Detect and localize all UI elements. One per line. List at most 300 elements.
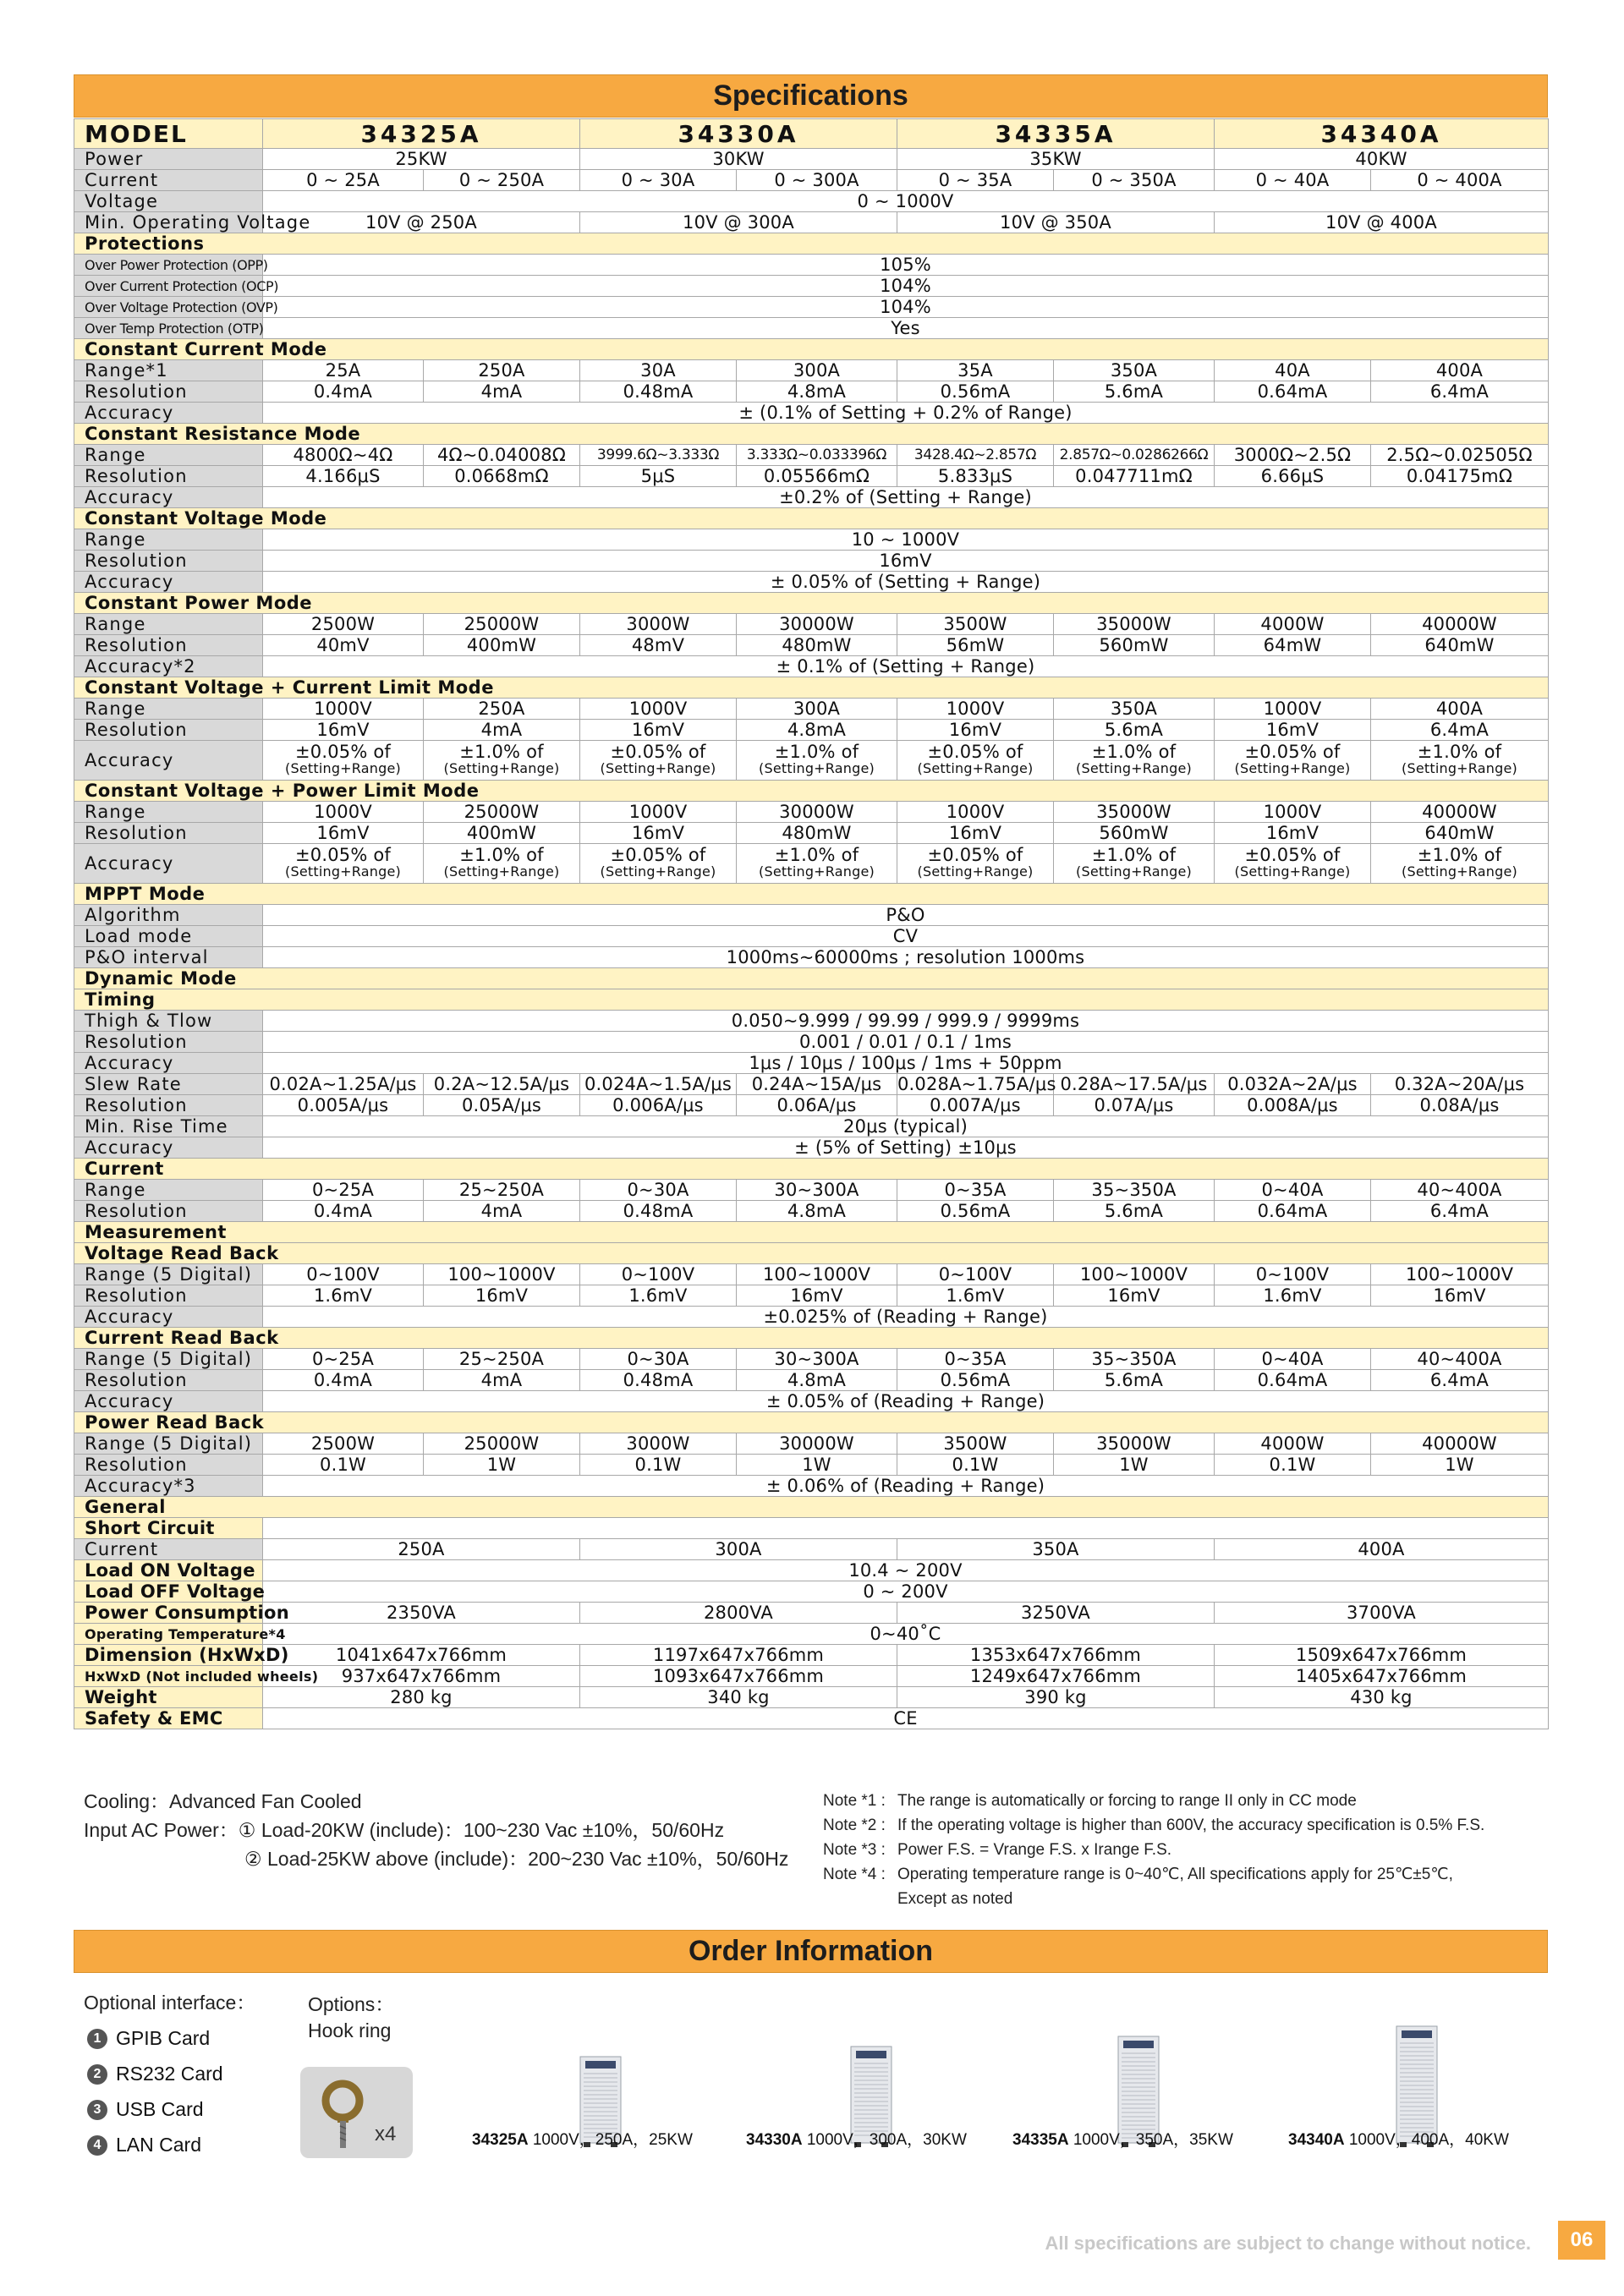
spec-table-wrap: [74, 118, 1548, 1729]
section-title: Constant Resistance Mode: [74, 424, 1549, 445]
accuracy-value: ±1.0% of: [1091, 742, 1177, 762]
spec-row: [74, 1201, 1549, 1222]
spec-cell: 1000V: [897, 802, 1054, 823]
spec-cell: 0~25A: [263, 1349, 424, 1370]
spec-cell: 400mW: [424, 823, 580, 844]
row-label: Min. Operating Voltage: [74, 212, 263, 233]
spec-cell: 4mA: [424, 1201, 580, 1222]
spec-cell: 3250VA: [897, 1603, 1215, 1624]
accuracy-value: ±0.05% of: [927, 742, 1023, 762]
spec-cell: 0~100V: [263, 1264, 424, 1285]
spec-cell: 0~30A: [580, 1349, 737, 1370]
row-label: Accuracy: [74, 741, 263, 781]
product-spec: 1000V，350A，35KW: [1068, 2131, 1233, 2149]
row-label: Resolution: [74, 1455, 263, 1476]
row-label: Accuracy: [74, 844, 263, 884]
spec-cell: 1353x647x766mm: [897, 1645, 1215, 1666]
spec-cell: ± (0.1% of Setting + 0.2% of Range): [263, 403, 1549, 424]
spec-cell: 0.007A/μs: [897, 1095, 1054, 1116]
spec-row: [74, 487, 1549, 508]
spec-row: [74, 1476, 1549, 1497]
order-information-title: Order Information: [688, 1935, 934, 1967]
spec-cell: 20μs (typical): [263, 1116, 1549, 1137]
spec-row: [74, 381, 1549, 403]
spec-row: [74, 318, 1549, 339]
spec-cell: 30A: [580, 360, 737, 381]
section-header-row: [74, 884, 1549, 905]
product-model: 34325A: [472, 2131, 529, 2149]
row-label: Power Consumption: [74, 1603, 263, 1624]
accuracy-value: ±1.0% of: [459, 742, 544, 762]
spec-cell: 0~100V: [897, 1264, 1054, 1285]
spec-cell: 30000W: [737, 614, 897, 635]
spec-row: [74, 656, 1549, 677]
spec-cell: 4.8mA: [737, 720, 897, 741]
accuracy-basis: (Setting+Range): [759, 863, 875, 879]
spec-cell: 0.05566mΩ: [737, 466, 897, 487]
interface-card-item: [87, 2134, 201, 2156]
spec-cell: 0~30A: [580, 1180, 737, 1201]
model-name: 34325A: [263, 119, 580, 149]
spec-cell: 1197x647x766mm: [580, 1645, 897, 1666]
spec-cell: 0.2A~12.5A/μs: [424, 1074, 580, 1095]
spec-cell: 4mA: [424, 720, 580, 741]
specifications-title: Specifications: [713, 79, 908, 112]
accuracy-value: ±1.0% of: [459, 845, 544, 865]
spec-row: [74, 445, 1549, 466]
spec-cell: 300A: [737, 360, 897, 381]
spec-row: [74, 255, 1549, 276]
section-title: Protections: [74, 233, 1549, 255]
spec-row: [74, 1137, 1549, 1159]
spec-cell: ± 0.05% of (Reading + Range): [263, 1391, 1549, 1412]
spec-row: [74, 1116, 1549, 1137]
spec-cell: 16mV: [737, 1285, 897, 1307]
spec-cell: 40000W: [1371, 1433, 1549, 1455]
section-header-row: [74, 1243, 1549, 1264]
hook-ring-label: Hook ring: [308, 2019, 392, 2041]
row-label: Resolution: [74, 1095, 263, 1116]
spec-cell: 640mW: [1371, 635, 1549, 656]
spec-cell: 0.07A/μs: [1054, 1095, 1215, 1116]
spec-cell: 16mV: [263, 823, 424, 844]
spec-cell: 104%: [263, 276, 1549, 297]
spec-row: [74, 276, 1549, 297]
card-number-badge: 1: [87, 2029, 107, 2049]
spec-row: [74, 1708, 1549, 1729]
accuracy-basis: (Setting+Range): [759, 760, 875, 776]
card-label: USB Card: [116, 2098, 204, 2120]
spec-cell: 25000W: [424, 1433, 580, 1455]
spec-row: [74, 191, 1549, 212]
spec-row: [74, 1433, 1549, 1455]
row-label: Accuracy: [74, 403, 263, 424]
product-spec: 1000V，250A，25KW: [528, 2131, 693, 2149]
spec-cell: 35A: [897, 360, 1054, 381]
spec-cell: 1.6mV: [263, 1285, 424, 1307]
note-text: Operating temperature range is 0~40℃, All specifications apply for 25℃±5℃,: [897, 1866, 1453, 1883]
row-label: Dimension (HxWxD): [74, 1645, 263, 1666]
spec-cell: 5.6mA: [1054, 720, 1215, 741]
spec-cell: 40~400A: [1371, 1349, 1549, 1370]
row-label: Accuracy: [74, 572, 263, 593]
spec-cell: 16mV: [263, 551, 1549, 572]
spec-row: [74, 1285, 1549, 1307]
spec-row: [74, 403, 1549, 424]
spec-cell: [1215, 741, 1371, 781]
row-label: Resolution: [74, 823, 263, 844]
spec-cell: [580, 844, 737, 884]
section-header-row: [74, 424, 1549, 445]
page-number: 06: [1558, 2221, 1605, 2260]
card-label: GPIB Card: [116, 2027, 211, 2049]
spec-cell: CV: [263, 926, 1549, 947]
spec-cell: 4000W: [1215, 1433, 1371, 1455]
spec-cell: 100~1000V: [1371, 1264, 1549, 1285]
spec-cell: 35~350A: [1054, 1180, 1215, 1201]
spec-row: [74, 212, 1549, 233]
interface-card-item: [87, 2027, 210, 2050]
row-label: Resolution: [74, 1032, 263, 1053]
spec-cell: 937x647x766mm: [263, 1666, 580, 1687]
product-caption: [1012, 2127, 1233, 2150]
accuracy-basis: (Setting+Range): [600, 760, 716, 776]
row-label: Over Current Protection (OCP): [74, 276, 263, 297]
accuracy-basis: (Setting+Range): [1402, 760, 1517, 776]
spec-cell: 0 ~ 350A: [1054, 170, 1215, 191]
note-text: If the operating voltage is higher than 600V, the accuracy specification is 0.5% F.S.: [897, 1817, 1485, 1834]
spec-cell: 30000W: [737, 802, 897, 823]
spec-cell: 25~250A: [424, 1349, 580, 1370]
spec-cell: 0.48mA: [580, 1201, 737, 1222]
optional-interface-label: Optional interface：: [84, 1992, 256, 2014]
spec-cell: 4.8mA: [737, 1201, 897, 1222]
spec-cell: 10 ~ 1000V: [263, 529, 1549, 551]
spec-cell: 0 ~ 250A: [424, 170, 580, 191]
spec-cell: 0.02A~1.25A/μs: [263, 1074, 424, 1095]
spec-cell: 4.8mA: [737, 381, 897, 403]
accuracy-value: ±0.05% of: [1244, 845, 1341, 865]
spec-cell: 350A: [1054, 699, 1215, 720]
spec-cell: Yes: [263, 318, 1549, 339]
card-number-badge: 3: [87, 2100, 107, 2120]
section-header-row: [74, 1497, 1549, 1518]
spec-row: [74, 844, 1549, 884]
spec-cell: 100~1000V: [1054, 1264, 1215, 1285]
row-label: Load OFF Voltage: [74, 1581, 263, 1603]
note-key: Note *4 :: [823, 1866, 886, 1883]
footer-notice: All specifications are subject to change without notice.: [1045, 2233, 1531, 2254]
spec-cell: [1215, 844, 1371, 884]
spec-cell: 3500W: [897, 614, 1054, 635]
spec-cell: 250A: [263, 1539, 580, 1560]
row-label: Accuracy*2: [74, 656, 263, 677]
spec-cell: 10V @ 300A: [580, 212, 897, 233]
spec-cell: 350A: [897, 1539, 1215, 1560]
spec-cell: [263, 741, 424, 781]
spec-cell: 250A: [424, 360, 580, 381]
spec-row: [74, 170, 1549, 191]
spec-cell: P&O: [263, 905, 1549, 926]
section-title: Current: [74, 1159, 1549, 1180]
section-title: Timing: [74, 989, 1549, 1011]
spec-row: [74, 149, 1549, 170]
spec-cell: 1W: [1371, 1455, 1549, 1476]
spec-row: [74, 1032, 1549, 1053]
spec-cell: 0.0668mΩ: [424, 466, 580, 487]
spec-cell: 400A: [1371, 699, 1549, 720]
accuracy-value: ±0.05% of: [610, 845, 706, 865]
spec-cell: 30~300A: [737, 1180, 897, 1201]
spec-cell: 25000W: [424, 802, 580, 823]
section-header-row: [74, 781, 1549, 802]
spec-cell: 1W: [737, 1455, 897, 1476]
spec-cell: [580, 741, 737, 781]
spec-cell: 0.06A/μs: [737, 1095, 897, 1116]
section-title: Measurement: [74, 1222, 1549, 1243]
spec-cell: 30000W: [737, 1433, 897, 1455]
section-header-row: [74, 968, 1549, 989]
accuracy-value: ±0.05% of: [927, 845, 1023, 865]
spec-row: [74, 1455, 1549, 1476]
spec-cell: 16mV: [1215, 720, 1371, 741]
section-title: Constant Voltage + Current Limit Mode: [74, 677, 1549, 699]
spec-cell: [737, 741, 897, 781]
spec-cell: 4800Ω~4Ω: [263, 445, 424, 466]
spec-cell: 0.32A~20A/μs: [1371, 1074, 1549, 1095]
spec-cell: 2500W: [263, 1433, 424, 1455]
spec-cell: 1000ms~60000ms ; resolution 1000ms: [263, 947, 1549, 968]
section-title: Constant Voltage Mode: [74, 508, 1549, 529]
row-label: Safety & EMC: [74, 1708, 263, 1729]
spec-cell: 4.8mA: [737, 1370, 897, 1391]
accuracy-basis: (Setting+Range): [1234, 863, 1351, 879]
spec-cell: 0.28A~17.5A/μs: [1054, 1074, 1215, 1095]
accuracy-value: ±0.05% of: [294, 742, 392, 762]
row-label: Load mode: [74, 926, 263, 947]
spec-row: [74, 1370, 1549, 1391]
spec-cell: ± (5% of Setting) ±10μs: [263, 1137, 1549, 1159]
section-header-row: [74, 1412, 1549, 1433]
spec-cell: 30KW: [580, 149, 897, 170]
spec-cell: 100~1000V: [737, 1264, 897, 1285]
model-name: 34340A: [1215, 119, 1549, 149]
spec-cell: 0 ~ 200V: [263, 1581, 1549, 1603]
spec-cell: 6.66μS: [1215, 466, 1371, 487]
cooling-note: Cooling：Advanced Fan Cooled: [84, 1790, 362, 1812]
spec-cell: [1054, 741, 1215, 781]
spec-cell: 1W: [424, 1455, 580, 1476]
spec-cell: 0.05A/μs: [424, 1095, 580, 1116]
spec-cell: 430 kg: [1215, 1687, 1549, 1708]
spec-cell: ± 0.1% of (Setting + Range): [263, 656, 1549, 677]
spec-cell: 3428.4Ω~2.857Ω: [897, 445, 1054, 466]
spec-row: [74, 1518, 1549, 1539]
spec-row: [74, 1687, 1549, 1708]
spec-cell: 25KW: [263, 149, 580, 170]
row-label: Range: [74, 529, 263, 551]
spec-cell: 0.56mA: [897, 1201, 1054, 1222]
section-title: MPPT Mode: [74, 884, 1549, 905]
spec-cell: 3700VA: [1215, 1603, 1549, 1624]
spec-cell: 0.028A~1.75A/μs: [897, 1073, 1056, 1094]
row-label: Slew Rate: [74, 1074, 263, 1095]
spec-cell: 40~400A: [1371, 1180, 1549, 1201]
spec-cell: 16mV: [1054, 1285, 1215, 1307]
spec-cell: 35000W: [1054, 1433, 1215, 1455]
row-label: Resolution: [74, 635, 263, 656]
hook-ring-quantity: x4: [375, 2123, 397, 2145]
spec-cell: ±0.2% of (Setting + Range): [263, 487, 1549, 508]
accuracy-value: ±1.0% of: [1417, 845, 1502, 865]
spec-cell: 10.4 ~ 200V: [263, 1560, 1549, 1581]
spec-cell: 56mW: [897, 635, 1054, 656]
spec-cell: 1W: [1054, 1455, 1215, 1476]
row-label: Range (5 Digital): [74, 1433, 263, 1455]
spec-cell: 340 kg: [580, 1687, 897, 1708]
accuracy-basis: (Setting+Range): [1076, 863, 1192, 879]
spec-cell: 3000W: [580, 614, 737, 635]
spec-cell: 3000Ω~2.5Ω: [1215, 445, 1371, 466]
spec-cell: 300A: [737, 699, 897, 720]
product-caption: [1288, 2127, 1509, 2150]
spec-cell: 0.047711mΩ: [1054, 466, 1215, 487]
row-label: Thigh & Tlow: [74, 1011, 263, 1032]
model-name: 34330A: [580, 119, 897, 149]
row-label: Range: [74, 802, 263, 823]
row-label: Range: [74, 445, 263, 466]
spec-cell: [424, 741, 580, 781]
spec-cell: [737, 844, 897, 884]
spec-cell: 0.48mA: [580, 1370, 737, 1391]
spec-cell: 0~25A: [263, 1180, 424, 1201]
spec-cell: 4Ω~0.04008Ω: [424, 445, 580, 466]
spec-cell: 16mV: [897, 720, 1054, 741]
spec-cell: 1405x647x766mm: [1215, 1666, 1549, 1687]
row-label: Range (5 Digital): [74, 1349, 263, 1370]
spec-cell: 0.001 / 0.01 / 0.1 / 1ms: [263, 1032, 1549, 1053]
row-label: Range*1: [74, 360, 263, 381]
spec-cell: 0 ~ 300A: [737, 170, 897, 191]
spec-row: [74, 1391, 1549, 1412]
spec-row: [74, 1666, 1549, 1687]
spec-row: [74, 1645, 1549, 1666]
spec-cell: 16mV: [263, 720, 424, 741]
section-header-row: [74, 233, 1549, 255]
accuracy-value: ±1.0% of: [774, 742, 859, 762]
input-ac-note-2: ② Load-25KW above (include)：200~230 Vac ±10%，50/60Hz: [244, 1848, 789, 1870]
spec-cell: 0.64mA: [1215, 1201, 1371, 1222]
spec-row: [74, 529, 1549, 551]
accuracy-basis: (Setting+Range): [917, 863, 1034, 879]
section-title: Current Read Back: [74, 1328, 1549, 1349]
row-label: Resolution: [74, 720, 263, 741]
row-label: Range: [74, 614, 263, 635]
spec-row: [74, 1560, 1549, 1581]
spec-cell: 1000V: [263, 699, 424, 720]
spec-cell: 0~100V: [1215, 1264, 1371, 1285]
section-title: Constant Current Mode: [74, 339, 1549, 360]
spec-cell: 0.56mA: [897, 1370, 1054, 1391]
spec-cell: 40A: [1215, 360, 1371, 381]
model-header-row: [74, 119, 1549, 149]
spec-cell: 6.4mA: [1371, 720, 1549, 741]
note-row: [823, 1887, 1484, 1911]
spec-cell: 0 ~ 25A: [263, 170, 424, 191]
spec-cell: 16mV: [1371, 1285, 1549, 1307]
section-header-row: [74, 339, 1549, 360]
section-header-row: [74, 1159, 1549, 1180]
row-label: Accuracy: [74, 1053, 263, 1074]
spec-cell: 16mV: [1215, 823, 1371, 844]
section-header-row: [74, 1328, 1549, 1349]
spec-cell: 10V @ 250A: [263, 212, 580, 233]
spec-row: [74, 823, 1549, 844]
section-title: Constant Voltage + Power Limit Mode: [74, 781, 1549, 802]
spec-row: [74, 699, 1549, 720]
section-title: General: [74, 1497, 1549, 1518]
row-label: Algorithm: [74, 905, 263, 926]
spec-cell: 0.050~9.999 / 99.99 / 999.9 / 9999ms: [263, 1011, 1549, 1032]
spec-cell: 0.64mA: [1215, 381, 1371, 403]
spec-row: [74, 1095, 1549, 1116]
spec-row: [74, 1011, 1549, 1032]
spec-cell: 2350VA: [263, 1603, 580, 1624]
product-model: 34330A: [746, 2131, 803, 2149]
spec-cell: [1371, 741, 1549, 781]
spec-row: [74, 614, 1549, 635]
spec-cell: 0 ~ 40A: [1215, 170, 1371, 191]
spec-row: [74, 1264, 1549, 1285]
spec-cell: 0.006A/μs: [580, 1095, 737, 1116]
spec-cell: 1000V: [1215, 699, 1371, 720]
spec-cell: 40KW: [1215, 149, 1549, 170]
spec-table-body: [74, 119, 1549, 1729]
spec-cell: 64mW: [1215, 635, 1371, 656]
card-number-badge: 4: [87, 2135, 107, 2156]
spec-cell: 2500W: [263, 614, 424, 635]
product-caption: [472, 2127, 693, 2150]
notes-right: [823, 1789, 1484, 1911]
card-label: LAN Card: [116, 2134, 201, 2156]
section-title: Constant Power Mode: [74, 593, 1549, 614]
product-model: 34340A: [1288, 2131, 1345, 2149]
row-label: Short Circuit: [74, 1518, 263, 1539]
accuracy-basis: (Setting+Range): [1402, 863, 1517, 879]
spec-row: [74, 802, 1549, 823]
row-label: Load ON Voltage: [74, 1560, 263, 1581]
section-header-row: [74, 989, 1549, 1011]
spec-cell: ± 0.06% of (Reading + Range): [263, 1476, 1549, 1497]
spec-cell: 1000V: [897, 699, 1054, 720]
row-label: Over Temp Protection (OTP): [74, 318, 263, 339]
spec-cell: 35~350A: [1054, 1349, 1215, 1370]
spec-cell: 16mV: [580, 823, 737, 844]
spec-cell: [1054, 844, 1215, 884]
spec-cell: 0~100V: [580, 1264, 737, 1285]
spec-cell: 3000W: [580, 1433, 737, 1455]
spec-cell: 35000W: [1054, 802, 1215, 823]
spec-cell: 300A: [580, 1539, 897, 1560]
row-label: Accuracy: [74, 1391, 263, 1412]
spec-cell: [263, 1518, 1549, 1539]
spec-cell: 16mV: [424, 1285, 580, 1307]
spec-row: [74, 635, 1549, 656]
spec-row: [74, 926, 1549, 947]
accuracy-basis: (Setting+Range): [1234, 760, 1351, 776]
spec-row: [74, 741, 1549, 781]
section-title: Voltage Read Back: [74, 1243, 1549, 1264]
